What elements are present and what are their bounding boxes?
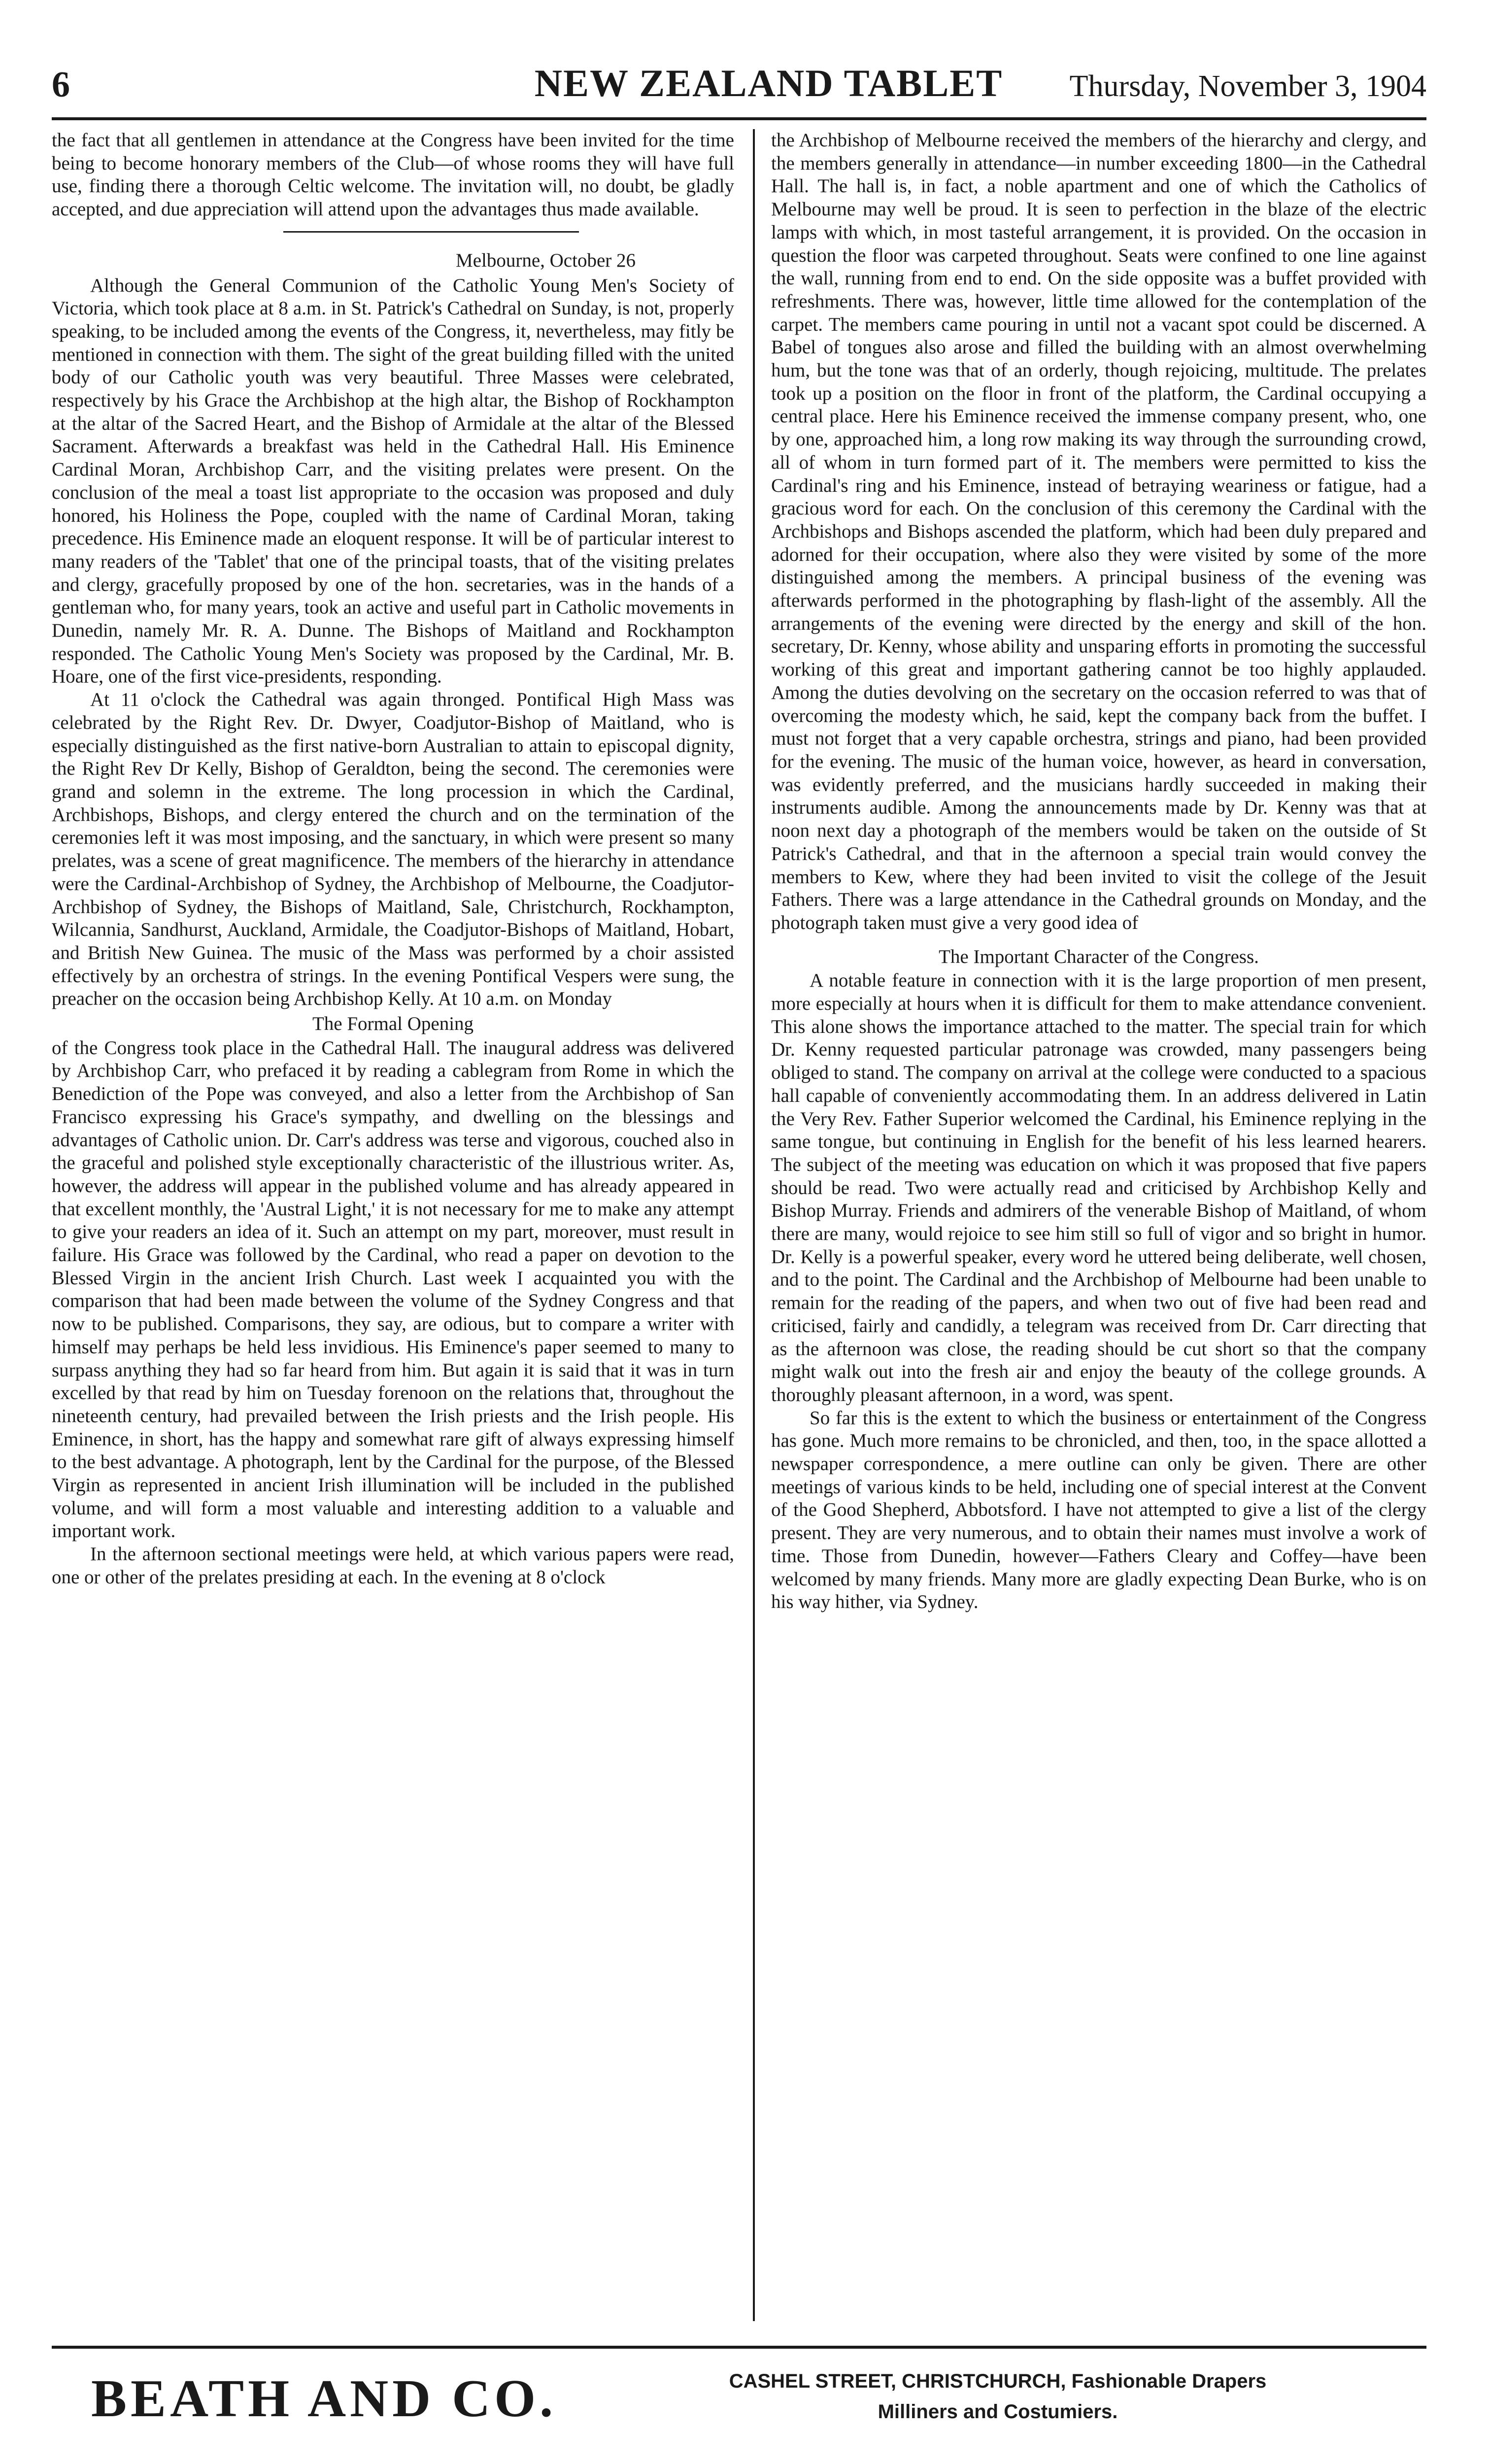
article-paragraph: A notable feature in connection with it is the large proportion of men present, more especially at hours when it is difficult for them to make attendance convenient. This alone shows the importance attached to the matter. The special train for which Dr. Kenny requested particular patronage was crowded, many passengers being obliged to stand. The company on arrival at the college were conducted to a spacious hall capable of conveniently accommodating them. In an address delivered in Latin the Very Rev. Father Superior welcomed the Cardinal, his Eminence replying in the same tongue, but continuing in English for the benefit of his less learned hearers. The subject of the meeting was education on which it was proposed that five papers should be read. Two were actually read and criticised by Archbishop Kelly and Bishop Murray. Friends and admirers of the venerable Bishop of Maitland, of whom there are many, would rejoice to see him still so full of vigor and so bright in humor. Dr. Kelly is a powerful speaker, every word he uttered being deliberate, well chosen, and to the point. The Cardinal and the Archbishop of Melbourne had been unable to remain for the reading of the papers, and when two out of five had been read and criticised, fairly and candidly, a telegram was received from Dr. Carr directing that as the afternoon was close, the reading should be cut short so that the company might walk out into the fresh air and enjoy the beauty of the college grounds. A thoroughly pleasant afternoon, in a word, was spent. [771,970,1426,1405]
article-paragraph: In the afternoon sectional meetings were held, at which various papers were read, one or other of the prelates presiding at each. In the evening at 8 o'clock [52,1543,734,1588]
report-dateline: Melbourne, October 26 [456,249,636,271]
column-divider [753,129,755,2321]
advertiser-address: CASHEL STREET, CHRISTCHURCH, Fashionable Drapers [729,2370,1267,2392]
left-column [52,129,734,1589]
subheading-formal-opening: The Formal Opening [312,1013,474,1035]
right-column [771,129,1426,1614]
footer-rule [52,2346,1426,2349]
intro-paragraph: the fact that all gentlemen in attendance at the Congress have been invited for the time being to become honorary members of the Club—of whose rooms they will have full use, finding there a thorough Celtic welcome. The invitation will, no doubt, be gladly accepted, and due appreciation will attend upon the advantages thus made available. [52,130,734,220]
page-number: 6 [52,65,70,105]
page-header [52,58,1426,112]
masthead-title: NEW ZEALAND TABLET [534,62,1003,104]
issue-date: Thursday, November 3, 1904 [1069,69,1426,103]
advertiser-trade: Milliners and Costumiers. [878,2401,1118,2423]
subheading-important-character: The Important Character of the Congress. [939,946,1259,967]
advertiser-name: BEATH AND CO. [91,2369,557,2428]
advertisement-footer [52,2365,1426,2439]
header-rule [52,117,1426,120]
article-paragraph: of the Congress took place in the Cathedral Hall. The inaugural address was delivered by Archbishop Carr, who prefaced it by reading a cablegram from Rome in which the Benediction of the Pope was conveyed, and also a letter from the Archbishop of San Francisco expressing his Grace's sympathy, and dwelling on the blessings and advantages of Catholic union. Dr. Carr's address was terse and vigorous, couched also in the graceful and polished style exceptionally characteristic of the illustrious writer. As, however, the address will appear in the published volume and has already appeared in that excellent monthly, the 'Austral Light,' it is not necessary for me to make any attempt to give your readers an idea of it. Such an attempt on my part, moreover, must result in failure. His Grace was followed by the Cardinal, who read a paper on devotion to the Blessed Virgin in the ancient Irish Church. Last week I acquainted you with the comparison that had been made between the volume of the Sydney Congress and that now to be published. Comparisons, they say, are odious, but to compare a writer with himself may perhaps be held less invidious. His Eminence's paper seemed to many to surpass anything they had so far heard from him. But again it is said that it was in turn excelled by that read by him on Tuesday forenoon on the relations that, throughout the nineteenth century, had prevailed between the Irish priests and the Irish people. His Eminence, in short, has the happy and somewhat rare gift of always expressing himself to the best advantage. A photograph, lent by the Cardinal for the purpose, of the Blessed Virgin as represented in ancient Irish illumination will be included in the published volume, and will form a most valuable and interesting addition to a valuable and important work. [52,1037,734,1542]
article-paragraph: Although the General Communion of the Catholic Young Men's Society of Victoria, which took place at 8 a.m. in St. Patrick's Cathedral on Sunday, is not, properly speaking, to be included among the events of the Congress, it, nevertheless, may fitly be mentioned in connection with them. The sight of the great building filled with the united body of our Catholic youth was very beautiful. Three Masses were celebrated, respectively by his Grace the Archbishop at the high altar, the Bishop of Rockhampton at the altar of the Sacred Heart, and the Bishop of Armidale at the altar of the Blessed Sacrament. Afterwards a breakfast was held in the Cathedral Hall. His Eminence Cardinal Moran, Archbishop Carr, and the visiting prelates were present. On the conclusion of the meal a toast list appropriate to the occasion was proposed and duly honored, his Holiness the Pope, coupled with the name of Cardinal Moran, taking precedence. His Eminence made an eloquent response. It will be of particular interest to many readers of the 'Tablet' that one of the principal toasts, that of the visiting prelates and clergy, gracefully proposed by one of the hon. secretaries, was in the hands of a gentleman who, for many years, took an active and useful part in Catholic movements in Dunedin, namely Mr. R. A. Dunne. The Bishops of Maitland and Rockhampton responded. The Catholic Young Men's Society was proposed by the Cardinal, Mr. B. Hoare, one of the first vice-presidents, responding. [52,274,734,687]
section-rule [283,231,579,240]
article-paragraph: At 11 o'clock the Cathedral was again thronged. Pontifical High Mass was celebrated by the Right Rev. Dr. Dwyer, Coadjutor-Bishop of Maitland, who is especially distinguished as the first native-born Australian to attain to episcopal dignity, the Right Rev Dr Kelly, Bishop of Geraldton, being the second. The ceremonies were grand and solemn in the extreme. The long procession in which the Cardinal, Archbishops, Bishops, and clergy entered the church and on the termination of the ceremonies left it was most imposing, and the sanctuary, in which were present so many prelates, was a scene of great magnificence. The members of the hierarchy in attendance were the Cardinal-Archbishop of Sydney, the Archbishop of Melbourne, the Coadjutor-Archbishop of Sydney, the Bishops of Maitland, Sale, Christchurch, Rockhampton, Wilcannia, Sandhurst, Auckland, Armidale, the Coadjutor-Bishops of Maitland, Hobart, and British New Guinea. The music of the Mass was performed by a choir assisted effectively by an orchestra of strings. In the evening Pontifical Vespers were sung, the preacher on the occasion being Archbishop Kelly. At 10 a.m. on Monday [52,689,734,1010]
article-paragraph: So far this is the extent to which the business or entertainment of the Congress has gone. Much more remains to be chronicled, and then, too, in the space allotted a newspaper correspondence, a mere outline can only be given. There are other meetings of various kinds to be held, including one of special interest at the Convent of the Good Shepherd, Abbotsford. I have not attempted to give a list of the clergy present. They are very numerous, and to obtain their names must involve a work of time. Those from Dunedin, however—Fathers Cleary and Coffey—have been welcomed by many friends. Many more are gladly expecting Dean Burke, who is on his way hither, via Sydney. [771,1407,1426,1613]
article-paragraph: the Archbishop of Melbourne received the members of the hierarchy and clergy, and the members generally in attendance—in number exceeding 1800—in the Cathedral Hall. The hall is, in fact, a noble apartment and one of which the Catholics of Melbourne may well be proud. It is seen to perfection in the blaze of the electric lamps with which, in most tasteful arrangement, it is provided. On the occasion in question the floor was carpeted throughout. Seats were confined to one line against the wall, running from end to end. On the side opposite was a buffet provided with refreshments. There was, however, little time allowed for the contemplation of the carpet. The members came pouring in until not a vacant spot could be discerned. A Babel of tongues also arose and filled the building with an almost overwhelming hum, but the tone was that of an orderly, though rejoicing, multitude. The prelates took up a position on the floor in front of the platform, the Cardinal occupying a central place. Here his Eminence received the immense company present, who, one by one, approached him, a long row making its way through the surrounding crowd, all of whom in turn formed part of it. The members were permitted to kiss the Cardinal's ring and his Eminence, instead of betraying weariness or fatigue, had a gracious word for each. On the conclusion of this ceremony the Cardinal with the Archbishops and Bishops ascended the platform, which had been duly prepared and adorned for their occupation, where also they were visited by some of the more distinguished among the members. A principal business of the evening was afterwards performed in the photographing by flash-light of the assembly. All the arrangements of the evening were directed by the energy and skill of the hon. secretary, Dr. Kenny, whose ability and unsparing efforts in promoting the successful working of this great and important gathering cannot be too highly applauded. Among the duties devolving on the secretary on the occasion referred to was that of overcoming the modesty which, he said, kept the company back from the buffet. I must not forget that a very capable orchestra, strings and piano, had been provided for the evening. The music of the human voice, however, as heard in conversation, was evidently preferred, and the musicians hardly succeeded in making their instruments audible. Among the announcements made by Dr. Kenny was that at noon next day a photograph of the members would be taken on the outside of St Patrick's Cathedral, and that in the afternoon a special train would convey the members to Kew, where they had been invited to visit the college of the Jesuit Fathers. There was a large attendance in the Cathedral grounds on Monday, and the photograph taken must give a very good idea of [771,130,1426,933]
